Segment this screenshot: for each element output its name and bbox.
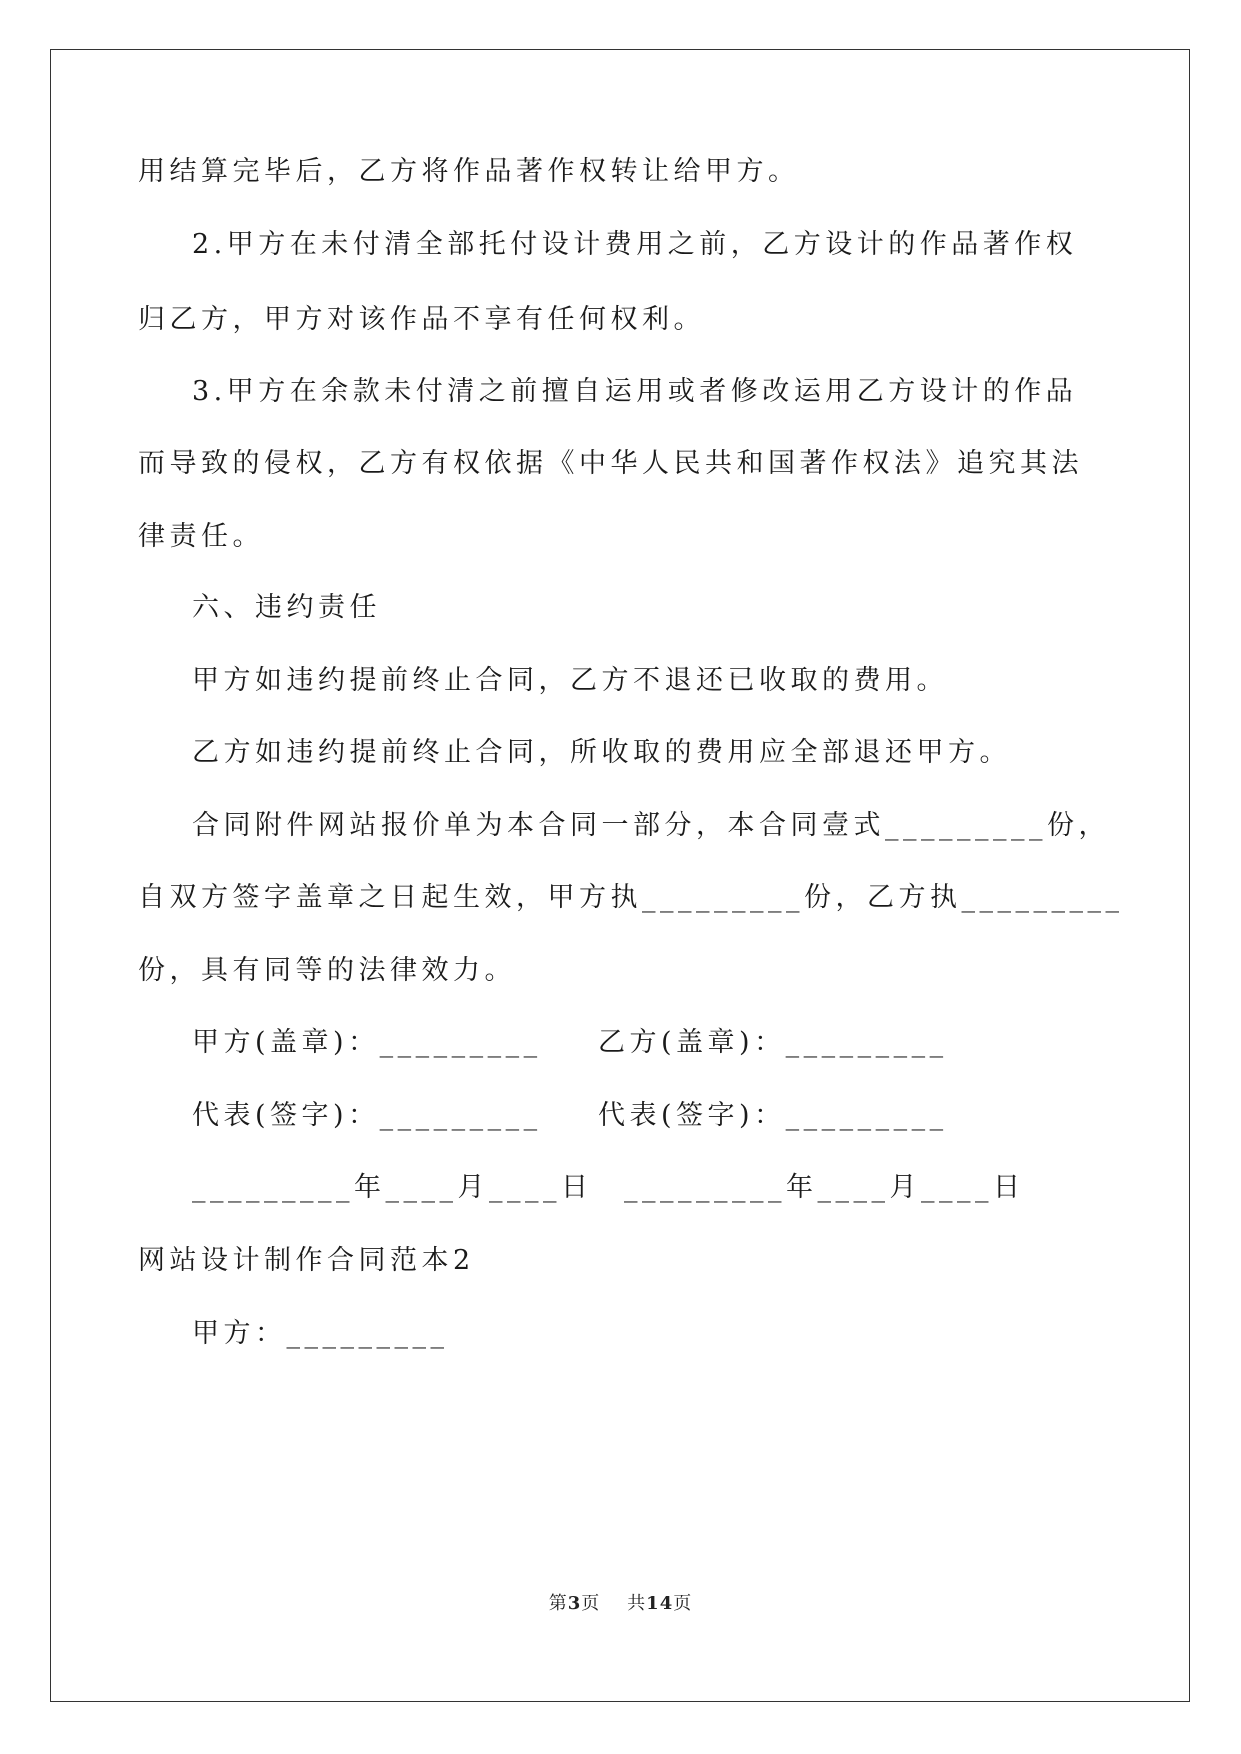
- total-pages: 14: [646, 1593, 674, 1614]
- party-a-date: _________年____月____日: [192, 1172, 593, 1203]
- paragraph-line: 归乙方，甲方对该作品不享有任何权利。: [138, 304, 705, 335]
- paragraph-line: 自双方签字盖章之日起生效，甲方执_________份，乙方执_________: [138, 882, 1124, 913]
- next-party-a: 甲方：_________: [192, 1318, 449, 1349]
- paragraph-line: 律责任。: [138, 521, 264, 552]
- paragraph-line: 合同附件网站报价单为本合同一部分，本合同壹式_________份，: [192, 810, 1110, 841]
- page-prefix: 第: [548, 1593, 568, 1614]
- page-number: 3: [567, 1593, 582, 1614]
- party-b-date: _________年____月____日: [624, 1172, 1025, 1203]
- total-suffix: 页: [673, 1593, 693, 1614]
- party-a-representative: 代表(签字)：_________: [192, 1100, 542, 1131]
- paragraph-line: 而导致的侵权，乙方有权依据《中华人民共和国著作权法》追究其法: [138, 448, 1083, 479]
- party-b-seal: 乙方(盖章)：_________: [598, 1027, 948, 1058]
- paragraph-line: 3.甲方在余款未付清之前擅自运用或者修改运用乙方设计的作品: [192, 376, 1078, 407]
- paragraph-line: 乙方如违约提前终止合同，所收取的费用应全部退还甲方。: [192, 737, 1011, 768]
- page-suffix: 页: [581, 1593, 601, 1614]
- page-footer: [0, 1589, 1241, 1615]
- party-b-representative: 代表(签字)：_________: [598, 1100, 948, 1131]
- total-prefix: 共: [627, 1593, 647, 1614]
- next-contract-title: 网站设计制作合同范本2: [138, 1245, 475, 1276]
- page-border: [50, 49, 1190, 1702]
- party-a-seal: 甲方(盖章)：_________: [192, 1027, 542, 1058]
- paragraph-line: 用结算完毕后，乙方将作品著作权转让给甲方。: [138, 156, 800, 187]
- paragraph-line: 份，具有同等的法律效力。: [138, 955, 516, 986]
- paragraph-line: 甲方如违约提前终止合同，乙方不退还已收取的费用。: [192, 665, 948, 696]
- section-heading: 六、违约责任: [192, 592, 381, 623]
- paragraph-line: 2.甲方在未付清全部托付设计费用之前，乙方设计的作品著作权: [192, 229, 1078, 260]
